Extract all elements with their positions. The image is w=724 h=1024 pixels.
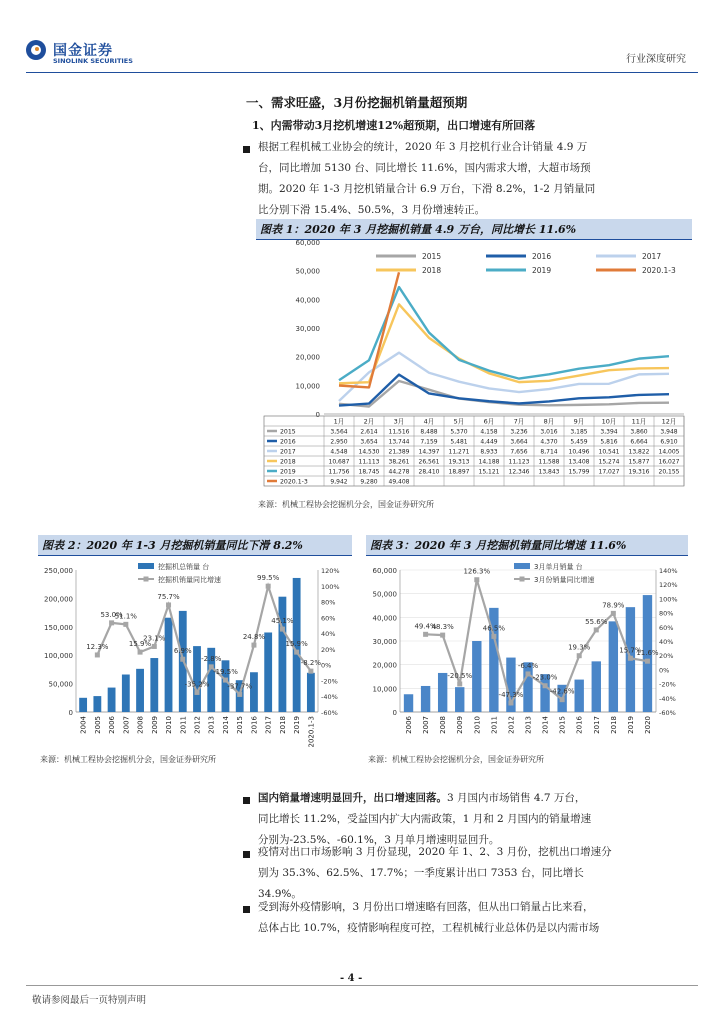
data-label: 78.9% — [602, 601, 625, 610]
y-right-tick-label: 0% — [659, 666, 670, 675]
data-label: 45.1% — [271, 617, 294, 626]
y-right-tick-label: 60% — [321, 614, 336, 623]
growth-marker — [491, 634, 496, 639]
table-header-cell: 6月 — [483, 417, 495, 426]
data-label: -37.7% — [227, 682, 253, 691]
data-label: 75.7% — [157, 592, 180, 601]
legend-line-label: 3月份销量同比增速 — [534, 576, 595, 584]
x-tick-label: 2007 — [122, 716, 131, 734]
x-tick-label: 2018 — [609, 716, 618, 734]
y-left-tick-label: 150,000 — [44, 623, 73, 632]
y-tick-label: 0 — [315, 411, 320, 419]
disclaimer-note: 敬请参阅最后一页特别声明 — [32, 995, 147, 1006]
footer-divider — [26, 985, 698, 986]
bar — [79, 698, 87, 712]
data-label: 55.6% — [585, 617, 608, 626]
legend-label: 2017 — [642, 252, 662, 261]
figure-3-title: 图表 3：2020 年 3 月挖掘机销量同比增速 11.6% — [366, 535, 688, 556]
x-tick-label: 2011 — [490, 716, 499, 734]
table-cell: 44,278 — [388, 468, 410, 476]
x-tick-label: 2008 — [136, 716, 145, 734]
y-right-tick-label: 140% — [659, 567, 678, 575]
data-label: 15.9% — [128, 640, 152, 649]
data-label: 15.9% — [285, 640, 308, 649]
table-cell: 7,159 — [420, 438, 438, 446]
bar — [307, 673, 315, 712]
y-left-tick-label: 60,000 — [372, 567, 397, 575]
table-row-label: 2020.1-3 — [280, 478, 308, 486]
table-cell: 21,389 — [388, 448, 410, 456]
growth-marker — [266, 584, 271, 589]
header-divider — [26, 72, 698, 73]
table-cell: 4,449 — [480, 438, 498, 446]
table-cell: 17,027 — [598, 468, 620, 476]
data-label: -2.8% — [201, 654, 222, 663]
y-right-tick-label: -40% — [659, 694, 676, 703]
y-tick-label: 20,000 — [295, 353, 320, 362]
table-cell: 18,745 — [358, 468, 380, 476]
table-cell: 2,950 — [330, 438, 348, 446]
y-left-tick-label: 250,000 — [44, 567, 73, 575]
data-label: 49.4% — [414, 622, 437, 631]
legend-label: 2019 — [532, 266, 552, 275]
data-label: -42.6% — [549, 687, 575, 696]
table-cell: 13,843 — [538, 468, 560, 476]
table-cell: 11,756 — [328, 468, 350, 476]
bar — [278, 597, 286, 712]
y-left-tick-label: 30,000 — [372, 638, 397, 646]
table-cell: 11,271 — [448, 448, 470, 456]
figure-3-chart — [366, 558, 688, 748]
x-tick-label: 2005 — [93, 716, 102, 734]
data-label: -8.2% — [300, 659, 322, 668]
table-cell: 10,541 — [598, 448, 620, 456]
table-cell: 15,799 — [568, 468, 590, 476]
table-header-cell: 5月 — [453, 417, 465, 426]
table-cell: 14,397 — [418, 448, 440, 456]
growth-marker — [474, 577, 479, 582]
y-tick-label: 10,000 — [295, 382, 320, 391]
growth-marker — [251, 643, 256, 648]
brand-name-en: SINOLINK SECURITIES — [53, 57, 133, 65]
data-label: -23.0% — [532, 673, 558, 682]
table-cell: 5,459 — [570, 438, 588, 446]
intro-line: 比分别下滑 15.4%、50.5%，3 月份增速转正。 — [258, 204, 486, 216]
y-right-tick-label: -40% — [321, 693, 338, 702]
x-tick-label: 2017 — [264, 716, 273, 734]
table-cell: 11,516 — [388, 428, 410, 436]
x-tick-label: 2020.1-3 — [307, 716, 316, 748]
table-header-cell: 4月 — [423, 417, 435, 426]
y-left-tick-label: 0 — [68, 709, 73, 717]
y-right-tick-label: -60% — [321, 709, 338, 717]
growth-marker — [180, 657, 185, 662]
y-tick-label: 40,000 — [295, 296, 320, 305]
data-label: 23.1% — [143, 634, 166, 643]
y-right-tick-label: 40% — [321, 630, 336, 639]
x-tick-label: 2013 — [207, 716, 216, 734]
bullet-line: 34.9%。 — [258, 888, 302, 900]
bullet-marker — [243, 906, 250, 913]
bullet-paragraph-2 — [258, 842, 690, 905]
growth-marker — [138, 650, 143, 655]
figure-1-title: 图表 1：2020 年 3 月挖掘机销量 4.9 万台，同比增长 11.6% — [256, 219, 692, 240]
legend-bar-label: 挖掘机总销量 台 — [158, 563, 210, 571]
growth-marker — [195, 690, 200, 695]
growth-marker — [457, 681, 462, 686]
growth-marker — [109, 620, 114, 625]
legend-line-marker — [144, 577, 149, 582]
bar — [136, 669, 144, 712]
x-tick-label: 2019 — [626, 716, 635, 734]
bullet-line: 同比增长 11.2%，受益国内扩大内需政策，1 月和 2 月国内的销量增速 — [258, 813, 592, 825]
intro-line: 台，同比增加 5130 台、同比增长 11.6%，国内需求大增，大超市场预 — [258, 162, 591, 174]
growth-marker — [611, 611, 616, 616]
bar — [421, 686, 430, 712]
data-label: 51.1% — [114, 612, 137, 621]
table-cell: 15,877 — [628, 458, 650, 466]
figure-3-source: 来源：机械工程协会挖掘机分会，国金证券研究所 — [368, 755, 544, 764]
bar — [93, 696, 101, 712]
bar — [108, 688, 116, 712]
x-tick-label: 2009 — [456, 716, 465, 734]
bullet-line: 受到海外疫情影响，3 月份出口增速略有回落，但从出口销量占比来看， — [258, 901, 594, 913]
table-cell: 6,910 — [660, 438, 678, 446]
growth-marker — [440, 633, 445, 638]
x-tick-label: 2018 — [278, 716, 287, 734]
data-label: 126.3% — [463, 567, 491, 576]
table-cell: 14,188 — [478, 458, 500, 466]
table-header-cell: 3月 — [393, 417, 405, 426]
table-cell: 2,614 — [360, 428, 378, 436]
table-header-cell: 10月 — [601, 417, 617, 426]
bar — [455, 687, 464, 712]
doc-type: 行业深度研究 — [626, 54, 686, 65]
table-row-label: 2017 — [280, 448, 296, 456]
legend-label: 2018 — [422, 266, 442, 275]
table-cell: 8,714 — [540, 448, 558, 456]
x-tick-label: 2010 — [473, 716, 482, 734]
table-cell: 38,261 — [388, 458, 410, 466]
data-label: 53.0% — [100, 610, 123, 619]
table-header-cell: 12月 — [661, 417, 677, 426]
table-cell: 9,942 — [330, 478, 348, 486]
bar — [165, 618, 173, 712]
x-tick-label: 2019 — [293, 716, 302, 734]
legend-line-marker — [520, 577, 525, 582]
y-right-tick-label: 60% — [659, 623, 674, 632]
legend-bar-swatch — [514, 563, 530, 569]
bullet-line: 别为 35.3%、62.5%、17.7%；一季度累计出口 7353 台，同比增长 — [258, 867, 584, 879]
x-tick-label: 2012 — [193, 716, 202, 734]
y-left-tick-label: 10,000 — [372, 685, 397, 694]
growth-marker — [543, 683, 548, 688]
intro-paragraph — [258, 137, 688, 221]
bar — [609, 621, 618, 712]
bullet-paragraph-3 — [258, 897, 690, 939]
y-right-tick-label: 40% — [659, 638, 674, 646]
figure-2-source: 来源：机械工程协会挖掘机分会，国金证券研究所 — [40, 755, 216, 764]
legend-label: 2016 — [532, 252, 552, 261]
data-label: 46.5% — [482, 624, 505, 633]
bar — [592, 661, 601, 712]
x-tick-label: 2009 — [150, 716, 159, 734]
table-cell: 16,027 — [658, 458, 680, 466]
table-row-label: 2019 — [280, 468, 296, 476]
table-cell: 11,123 — [508, 458, 530, 466]
table-cell: 3,185 — [570, 428, 588, 436]
data-label: -47.3% — [498, 690, 524, 699]
y-right-tick-label: 80% — [659, 609, 674, 618]
growth-marker — [280, 627, 285, 632]
x-tick-label: 2014 — [541, 716, 550, 734]
bar — [122, 675, 130, 712]
table-cell: 14,530 — [358, 448, 380, 456]
x-tick-label: 2015 — [236, 716, 245, 734]
figure-2-chart — [38, 558, 352, 748]
bullet-line: 分别为-23.5%、-60.1%，3 月单月增速明显回升。 — [258, 834, 500, 846]
growth-marker — [166, 602, 171, 607]
y-right-tick-label: 120% — [321, 567, 340, 575]
bullet-line: 总体占比 10.7%，疫情影响程度可控，工程机械行业总体仍是以内需市场 — [258, 922, 600, 934]
x-tick-label: 2006 — [405, 716, 414, 734]
table-cell: 3,948 — [660, 428, 678, 436]
table-cell: 20,155 — [658, 468, 680, 476]
x-tick-label: 2017 — [592, 716, 601, 734]
table-cell: 11,588 — [538, 458, 560, 466]
data-label: 48.3% — [431, 623, 454, 632]
y-right-tick-label: 100% — [659, 595, 678, 604]
y-left-tick-label: 20,000 — [372, 661, 397, 670]
data-label: 6.9% — [173, 647, 192, 656]
growth-marker — [594, 627, 599, 632]
table-cell: 8,933 — [480, 448, 498, 456]
data-label: 19.3% — [568, 643, 591, 652]
x-tick-label: 2004 — [79, 716, 88, 734]
growth-marker — [526, 671, 531, 676]
bar — [438, 673, 447, 712]
y-left-tick-label: 50,000 — [48, 680, 73, 689]
table-cell: 3,654 — [360, 438, 378, 446]
bullet-marker — [243, 146, 250, 153]
table-header-cell: 9月 — [573, 417, 585, 426]
growth-marker — [628, 656, 633, 661]
data-label: 12.3% — [86, 642, 109, 651]
table-cell: 3,664 — [510, 438, 528, 446]
table-cell: 10,496 — [568, 448, 590, 456]
y-tick-label: 50,000 — [295, 267, 320, 276]
legend-line-label: 挖掘机销量同比增速 — [158, 576, 221, 584]
intro-line: 期。2020 年 1-3 月挖机销量合计 6.9 万台，下滑 8.2%，1-2 月销量同 — [258, 183, 596, 195]
growth-marker — [123, 622, 128, 627]
table-cell: 14,005 — [658, 448, 680, 456]
x-tick-label: 2020 — [643, 716, 652, 734]
page-number: - 4 - — [340, 973, 363, 984]
figure-1-source: 来源：机械工程协会挖掘机分会，国金证券研究所 — [258, 500, 434, 509]
bar — [150, 658, 158, 712]
y-right-tick-label: 100% — [321, 582, 340, 591]
y-left-tick-label: 200,000 — [44, 595, 73, 604]
bar — [472, 641, 481, 712]
table-cell: 5,370 — [450, 428, 468, 436]
y-right-tick-label: 0% — [321, 661, 332, 670]
table-cell: 4,370 — [540, 438, 558, 446]
table-header-cell: 7月 — [513, 417, 525, 426]
bar — [404, 694, 413, 712]
bullet-line: 3 月国内市场销售 4.7 万台， — [447, 792, 586, 804]
growth-marker — [645, 659, 650, 664]
x-tick-label: 2007 — [422, 716, 431, 734]
table-header-cell: 11月 — [631, 417, 647, 426]
growth-marker — [237, 692, 242, 697]
y-left-tick-label: 40,000 — [372, 614, 397, 623]
bar — [193, 646, 201, 712]
x-tick-label: 2016 — [250, 716, 259, 734]
bar — [264, 632, 272, 712]
table-cell: 3,564 — [330, 428, 348, 436]
table-cell: 6,664 — [630, 438, 648, 446]
y-right-tick-label: -20% — [321, 677, 338, 686]
table-cell: 7,656 — [510, 448, 528, 456]
table-row-label: 2015 — [280, 428, 296, 436]
data-label: 11.6% — [636, 649, 659, 658]
bullet-line: 疫情对出口市场影响 3 月份显现，2020 年 1、2、3 月份，挖机出口增速分 — [258, 846, 612, 858]
legend-label: 2015 — [422, 252, 442, 261]
legend-label: 2020.1-3 — [642, 266, 676, 275]
y-right-tick-label: 20% — [321, 645, 336, 654]
table-row-label: 2018 — [280, 458, 296, 466]
table-header-cell: 8月 — [543, 417, 555, 426]
table-cell: 19,313 — [448, 458, 470, 466]
x-tick-label: 2008 — [439, 716, 448, 734]
table-cell: 3,860 — [630, 428, 648, 436]
table-cell: 4,158 — [480, 428, 498, 436]
bar — [250, 672, 258, 712]
section-subtitle: 1、内需带动3月挖机增速12%超预期，出口增速有所回落 — [252, 119, 536, 132]
x-tick-label: 2015 — [558, 716, 567, 734]
table-cell: 12,346 — [508, 468, 530, 476]
figure-1-chart — [256, 240, 692, 496]
growth-marker — [560, 697, 565, 702]
bullet-marker — [243, 851, 250, 858]
x-tick-label: 2012 — [507, 716, 516, 734]
table-header-cell: 2月 — [363, 417, 375, 426]
data-label: 24.8% — [242, 633, 266, 642]
table-cell: 13,822 — [628, 448, 650, 456]
table-cell: 3,236 — [510, 428, 528, 436]
growth-marker — [152, 644, 157, 649]
data-label: -35.2% — [184, 680, 210, 689]
x-tick-label: 2010 — [165, 716, 174, 734]
y-right-tick-label: 20% — [659, 652, 674, 661]
intro-line: 根据工程机械工业协会的统计，2020 年 3 月挖机行业合计销量 4.9 万 — [258, 141, 588, 153]
data-label: 99.5% — [257, 574, 280, 583]
growth-marker — [508, 700, 513, 705]
table-cell: 11,113 — [358, 458, 380, 466]
table-cell: 8,488 — [420, 428, 438, 436]
growth-marker — [95, 652, 100, 657]
growth-marker — [308, 669, 313, 674]
table-cell: 3,394 — [600, 428, 618, 436]
y-right-tick-label: -20% — [659, 680, 676, 689]
x-tick-label: 2016 — [575, 716, 584, 734]
section-title: 一、需求旺盛，3月份挖掘机销量超预期 — [246, 95, 468, 110]
table-cell: 15,274 — [598, 458, 620, 466]
bullet-marker — [243, 797, 250, 804]
table-cell: 26,561 — [418, 458, 440, 466]
growth-marker — [294, 650, 299, 655]
figure-2-title: 图表 2：2020 年 1-3 月挖掘机销量同比下滑 8.2% — [38, 535, 352, 556]
table-cell: 49,408 — [388, 478, 410, 486]
table-cell: 5,816 — [600, 438, 618, 446]
table-cell: 10,687 — [328, 458, 350, 466]
brand-logo — [26, 38, 136, 68]
data-label: -19.5% — [213, 668, 238, 677]
data-label: -20.5% — [447, 671, 473, 680]
table-cell: 18,897 — [448, 468, 470, 476]
table-cell: 4,548 — [330, 448, 348, 456]
x-tick-label: 2006 — [108, 716, 117, 734]
y-left-tick-label: 0 — [392, 709, 397, 717]
data-label: -6.4% — [517, 661, 539, 670]
y-right-tick-label: -60% — [659, 709, 676, 717]
bullet-1-lead: 国内销量增速明显回升，出口增速回落。 — [258, 792, 447, 804]
x-tick-label: 2014 — [221, 716, 230, 734]
legend-bar-label: 3月单月销量 台 — [534, 563, 583, 571]
data-label: 15.7% — [619, 646, 642, 655]
table-cell: 5,481 — [450, 438, 468, 446]
table-cell: 15,121 — [478, 468, 500, 476]
table-cell: 13,744 — [388, 438, 410, 446]
legend-bar-swatch — [138, 563, 154, 569]
table-cell: 28,410 — [418, 468, 440, 476]
y-right-tick-label: 80% — [321, 598, 336, 607]
table-cell: 3,016 — [540, 428, 558, 436]
x-tick-label: 2011 — [179, 716, 188, 734]
table-cell: 9,280 — [360, 478, 378, 486]
y-left-tick-label: 100,000 — [44, 652, 73, 661]
y-tick-label: 60,000 — [295, 240, 320, 247]
table-header-cell: 1月 — [333, 417, 345, 426]
x-tick-label: 2013 — [524, 716, 533, 734]
y-tick-label: 30,000 — [295, 325, 320, 333]
table-row-label: 2016 — [280, 438, 296, 446]
bar — [575, 680, 584, 712]
table-cell: 13,408 — [568, 458, 590, 466]
growth-marker — [577, 653, 582, 658]
table-cell: 19,316 — [628, 468, 650, 476]
y-right-tick-label: 120% — [659, 581, 678, 590]
y-left-tick-label: 50,000 — [372, 590, 397, 599]
brand-name-cn: 国金证券 — [53, 43, 113, 59]
growth-marker — [423, 632, 428, 637]
